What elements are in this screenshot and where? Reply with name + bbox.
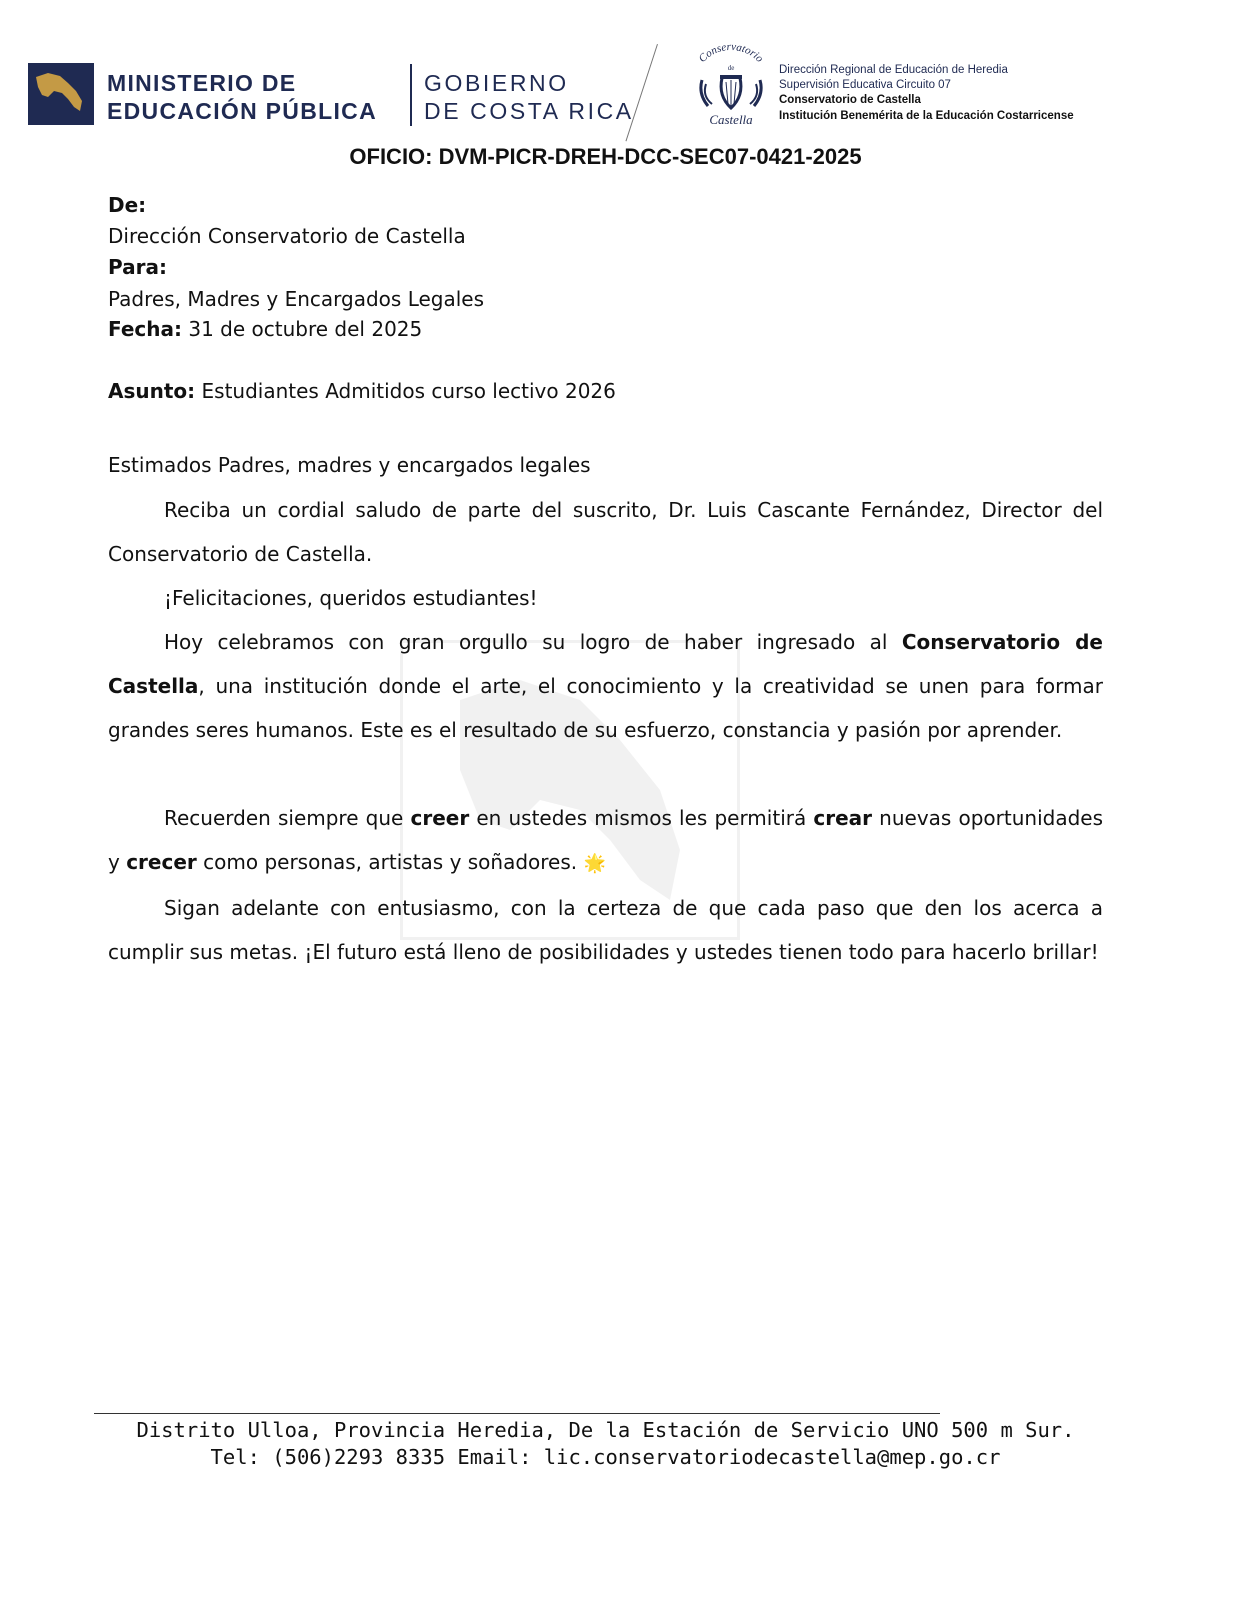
paragraph-4: Recuerden siempre que creer en ustedes mismos les permitirá crear nuevas oportunidades y crecer como personas, artistas y soñadores. 🌟	[108, 806, 1103, 874]
word-crecer: crecer	[126, 850, 197, 874]
greeting: Estimados Padres, madres y encargados legales	[108, 453, 591, 477]
date-line	[108, 314, 422, 344]
paragraph-2: ¡Felicitaciones, queridos estudiantes!	[164, 586, 538, 610]
regional-line4: Institución Benemérita de la Educación Costarricense	[779, 109, 1074, 122]
sun-icon: 🌟	[583, 853, 606, 874]
gov-line1: GOBIERNO	[424, 70, 569, 96]
subject-value: Estudiantes Admitidos curso lectivo 2026	[195, 379, 616, 403]
gov-line2: DE COSTA RICA	[424, 98, 634, 124]
from-label: De:	[108, 193, 147, 217]
regional-line2: Supervisión Educativa Circuito 07	[779, 79, 951, 92]
date-value: 31 de octubre del 2025	[182, 317, 423, 341]
to-value: Padres, Madres y Encargados Legales	[108, 287, 485, 311]
regional-info	[779, 63, 1074, 124]
mep-logo	[28, 63, 94, 125]
lyre-crest-icon	[688, 44, 774, 128]
subject-line	[108, 376, 616, 406]
svg-text:Conservatorio	[697, 44, 766, 65]
word-crear: crear	[813, 806, 873, 830]
conservatorio-crest	[688, 44, 774, 128]
footer-address: Distrito Ulloa, Provincia Heredia, De la Estación de Servicio UNO 500 m Sur.	[136, 1418, 1075, 1442]
paragraph-5: Sigan adelante con entusiasmo, con la certeza de que cada paso que den los acerca a cumplir sus metas. ¡El futuro está lleno de posibilidades y ustedes tienen todo para hacerlo brillar!	[108, 896, 1103, 964]
ministry-name	[107, 69, 377, 125]
costa-rica-map-icon	[28, 63, 94, 125]
to-label: Para:	[108, 255, 167, 279]
subject-label: Asunto:	[108, 379, 196, 403]
word-creer: creer	[410, 806, 470, 830]
regional-line3: Conservatorio de Castella	[779, 94, 921, 107]
from-value: Dirección Conservatorio de Castella	[108, 224, 466, 248]
paragraph-3: Hoy celebramos con gran orgullo su logro de haber ingresado al Conservatorio de Castella, una institución donde el arte, el conocimiento y la creatividad se unen para formar grandes seres humanos. Este es el resultado de su esfuerzo, constancia y pasión por aprender.	[108, 630, 1104, 742]
footer-contact: Tel: (506)2293 8335 Email: lic.conservatoriodecastella@mep.go.cr	[210, 1445, 1001, 1469]
oficio-number: OFICIO: DVM-PICR-DREH-DCC-SEC07-0421-2025	[349, 144, 862, 169]
ministry-line1: MINISTERIO DE	[107, 70, 297, 96]
crest-bottom-text: Castella	[709, 112, 753, 127]
crest-top-text: Conservatorio	[696, 44, 766, 65]
government-name	[424, 69, 634, 125]
paragraph-1: Reciba un cordial saludo de parte del suscrito, Dr. Luis Cascante Fernández, Director del Conservatorio de Castella.	[108, 498, 1103, 566]
header-divider	[410, 64, 412, 126]
regional-line1: Dirección Regional de Educación de Heredia	[779, 64, 1008, 76]
date-label: Fecha:	[108, 317, 183, 341]
footer-divider	[94, 1413, 940, 1414]
conservatorio-name: Conservatorio de Castella	[108, 630, 1104, 698]
ministry-line2: EDUCACIÓN PÚBLICA	[107, 98, 377, 124]
crest-mid-text: de	[727, 64, 735, 72]
